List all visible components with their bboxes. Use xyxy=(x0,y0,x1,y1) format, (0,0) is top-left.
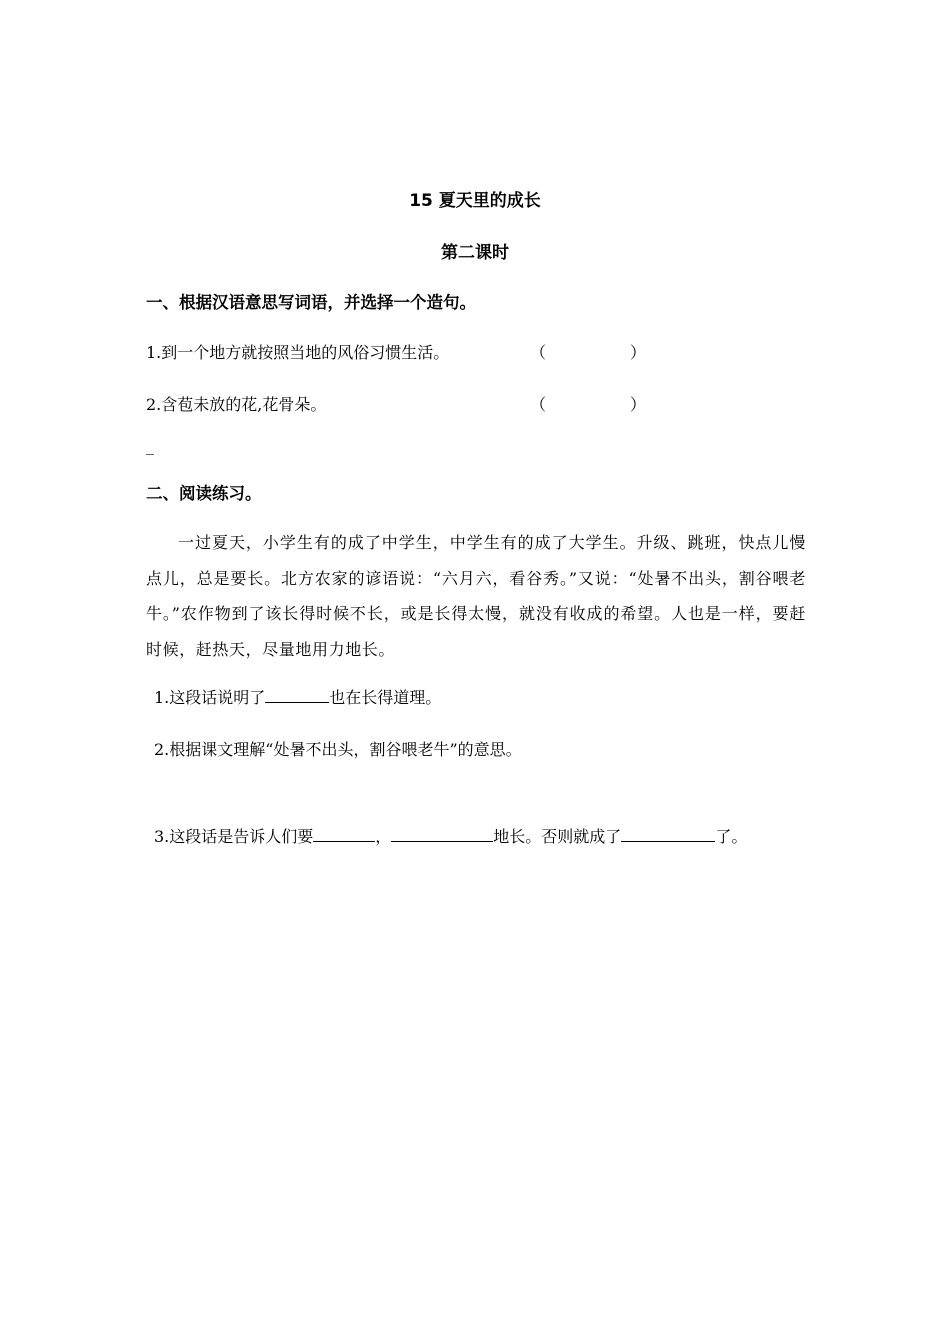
section-1-heading: 一、根据汉语意思写词语，并选择一个造句。 xyxy=(146,293,476,312)
question-3-blank-1[interactable] xyxy=(313,826,375,842)
question-3-sep: ， xyxy=(375,827,392,846)
page-title: 15 夏天里的成长 xyxy=(409,191,541,211)
question-1 xyxy=(154,685,441,708)
question-3-mid: 地长。否则就成了 xyxy=(493,827,622,846)
question-3-blank-2[interactable] xyxy=(391,826,493,842)
section-1-item-2-paren-close: ） xyxy=(630,395,647,414)
question-1-after: 也在长得道理。 xyxy=(329,688,442,707)
section-2-heading: 二、阅读练习。 xyxy=(146,484,262,503)
page-subtitle: 第二课时 xyxy=(441,243,509,263)
section-1-item-2-text: 2.含苞未放的花,花骨朵。 xyxy=(146,395,327,414)
question-2: 2.根据课文理解“处暑不出头，割谷喂老牛”的意思。 xyxy=(154,740,522,759)
question-3-blank-3[interactable] xyxy=(621,826,715,842)
question-3-after: 了。 xyxy=(715,827,748,846)
question-1-before: 1.这段话说明了 xyxy=(154,688,266,707)
question-1-blank[interactable] xyxy=(265,687,329,703)
stray-mark: _ xyxy=(146,436,154,455)
question-3-before: 3.这段话是告诉人们要 xyxy=(154,827,314,846)
section-1-item-1-paren-close: ） xyxy=(630,343,647,362)
section-1-item-2-paren-open: （ xyxy=(530,395,547,414)
question-3 xyxy=(154,824,747,847)
section-1-item-1-text: 1.到一个地方就按照当地的风俗习惯生活。 xyxy=(146,343,450,362)
reading-passage: 一过夏天，小学生有的成了中学生，中学生有的成了大学生。升级、跳班，快点儿慢点儿，总是要长。北方农家的谚语说：“六月六，看谷秀。”又说：“处暑不出头，割谷喂老牛。”农作物到了该长得时候不长，或是长得太慢，就没有收成的希望。人也是一样，要赶时候，赶热天，尽量地用力地长。 xyxy=(146,533,806,659)
section-1-item-1-paren-open: （ xyxy=(530,343,547,362)
